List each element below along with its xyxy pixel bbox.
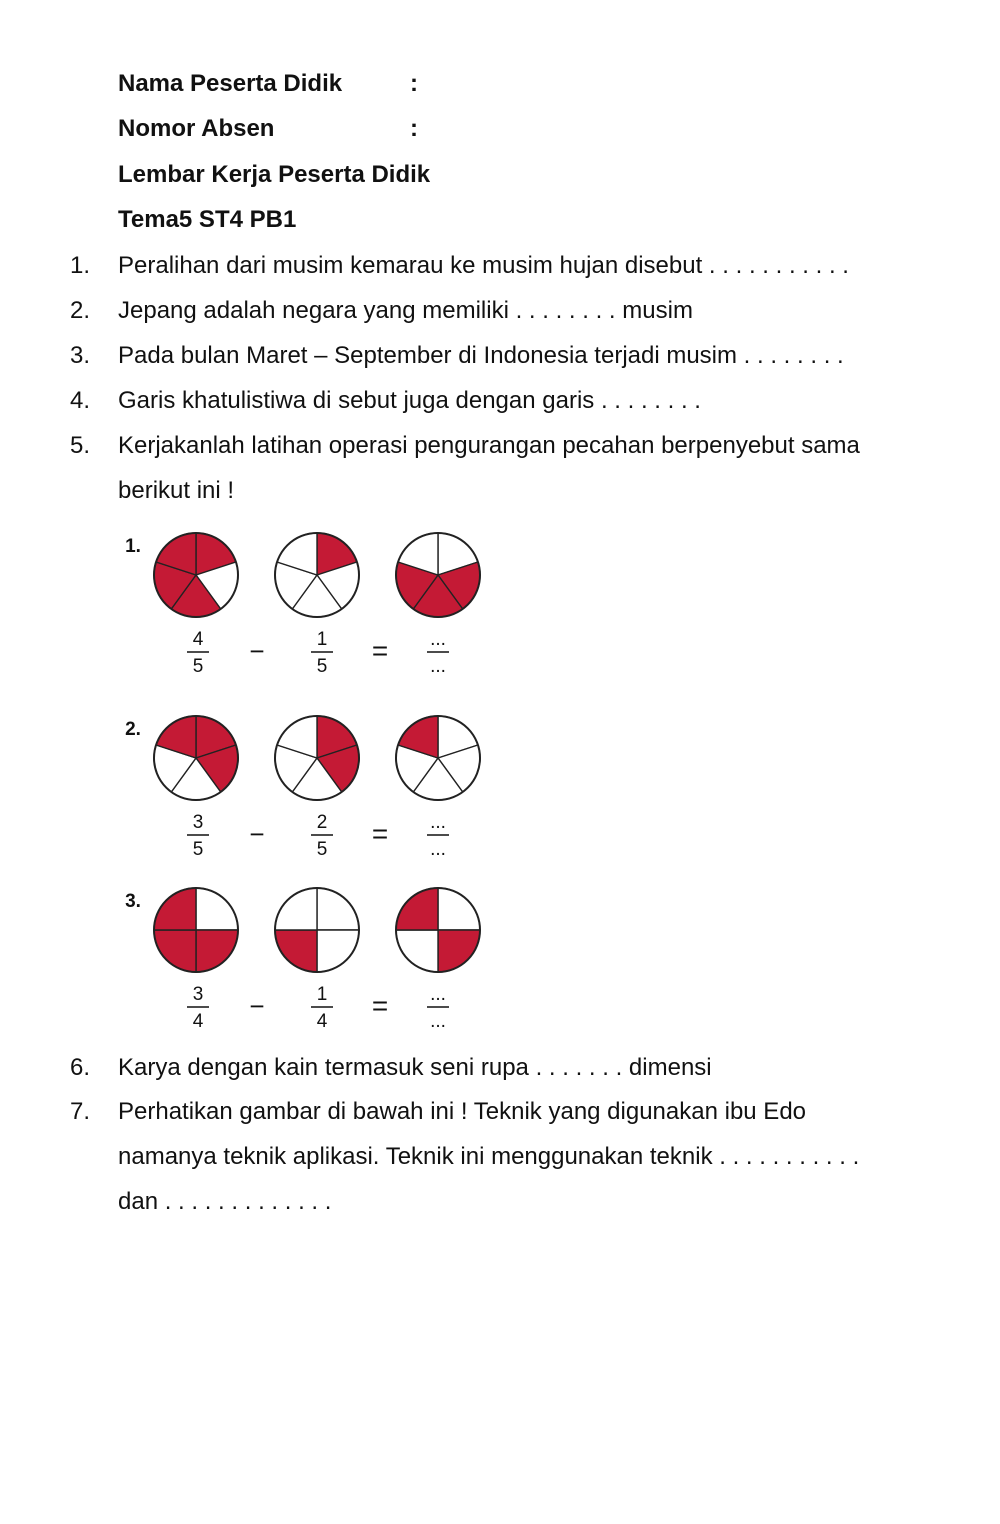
fraction — [311, 629, 333, 677]
fraction-denominator: 5 — [192, 839, 204, 860]
fraction-circle — [154, 716, 238, 800]
fraction-denominator: 4 — [316, 1011, 328, 1032]
fraction-numerator: ... — [430, 812, 446, 833]
fraction-numerator: 1 — [316, 984, 328, 1005]
equals-sign: = — [371, 635, 389, 666]
question-text: Kerjakanlah latihan operasi pengurangan pecahan berpenyebut sama — [118, 432, 860, 459]
fraction-exercises-figure — [110, 525, 510, 1040]
fraction-numerator: 2 — [316, 812, 328, 833]
question-number: 2. — [70, 297, 91, 324]
fraction-circle — [154, 888, 238, 972]
fraction — [187, 629, 209, 677]
fraction-numerator: 1 — [316, 629, 328, 650]
minus-sign: − — [249, 991, 265, 1021]
question-number: 6. — [70, 1054, 91, 1081]
absen-number-label: Nomor Absen — [118, 115, 275, 142]
question-text: Pada bulan Maret – September di Indonesia terjadi musim . . . . . . . . — [118, 342, 844, 369]
fraction — [187, 984, 209, 1032]
exercise-2 — [125, 716, 480, 860]
exercise-1 — [125, 533, 480, 677]
question-text-continued: dan . . . . . . . . . . . . . — [118, 1188, 332, 1215]
student-name-colon: : — [410, 70, 418, 97]
fraction-circle — [396, 716, 480, 800]
question-number: 3. — [70, 342, 91, 369]
fraction — [427, 984, 449, 1032]
exercise-number: 2. — [125, 719, 141, 740]
question-text: Perhatikan gambar di bawah ini ! Teknik yang digunakan ibu Edo — [118, 1098, 807, 1125]
fraction-circle — [275, 533, 359, 617]
question-text: Peralihan dari musim kemarau ke musim hujan disebut . . . . . . . . . . . — [118, 252, 849, 279]
fraction-denominator: ... — [430, 1011, 446, 1032]
fraction-denominator: ... — [430, 839, 446, 860]
fraction-circle — [154, 533, 238, 617]
question-text-continued: namanya teknik aplikasi. Teknik ini menggunakan teknik . . . . . . . . . . . — [118, 1143, 860, 1170]
question-text: Jepang adalah negara yang memiliki . . . . . . . . musim — [118, 297, 693, 324]
fraction-numerator: 3 — [192, 812, 204, 833]
fraction — [187, 812, 209, 860]
fraction-circle — [275, 888, 359, 972]
absen-number-colon: : — [410, 115, 418, 142]
fraction-numerator: 3 — [192, 984, 204, 1005]
worksheet-title: Lembar Kerja Peserta Didik — [118, 161, 431, 188]
student-name-label: Nama Peserta Didik — [118, 70, 343, 97]
fraction-circle — [396, 888, 480, 972]
question-number: 4. — [70, 387, 91, 414]
minus-sign: − — [249, 636, 265, 666]
equals-sign: = — [371, 990, 389, 1021]
fraction-numerator: ... — [430, 629, 446, 650]
exercise-number: 3. — [125, 891, 141, 912]
question-text: Garis khatulistiwa di sebut juga dengan garis . . . . . . . . — [118, 387, 701, 414]
minus-sign: − — [249, 819, 265, 849]
fraction-circle — [275, 716, 359, 800]
exercise-3 — [125, 888, 480, 1032]
fraction-denominator: 5 — [316, 656, 328, 677]
fraction — [311, 812, 333, 860]
fraction-denominator: 4 — [192, 1011, 204, 1032]
worksheet-subtitle: Tema5 ST4 PB1 — [118, 206, 297, 233]
question-text-continued: berikut ini ! — [118, 477, 235, 504]
equals-sign: = — [371, 818, 389, 849]
fraction-numerator: 4 — [192, 629, 204, 650]
fraction — [427, 629, 449, 677]
exercise-number: 1. — [125, 536, 141, 557]
question-number: 1. — [70, 252, 91, 279]
question-number: 5. — [70, 432, 91, 459]
fraction-circle — [396, 533, 480, 617]
fraction — [427, 812, 449, 860]
fraction-denominator: ... — [430, 656, 446, 677]
fraction-denominator: 5 — [192, 656, 204, 677]
fraction-numerator: ... — [430, 984, 446, 1005]
fraction-denominator: 5 — [316, 839, 328, 860]
fraction — [311, 984, 333, 1032]
question-number: 7. — [70, 1098, 91, 1125]
question-text: Karya dengan kain termasuk seni rupa . . . . . . . dimensi — [118, 1054, 712, 1081]
